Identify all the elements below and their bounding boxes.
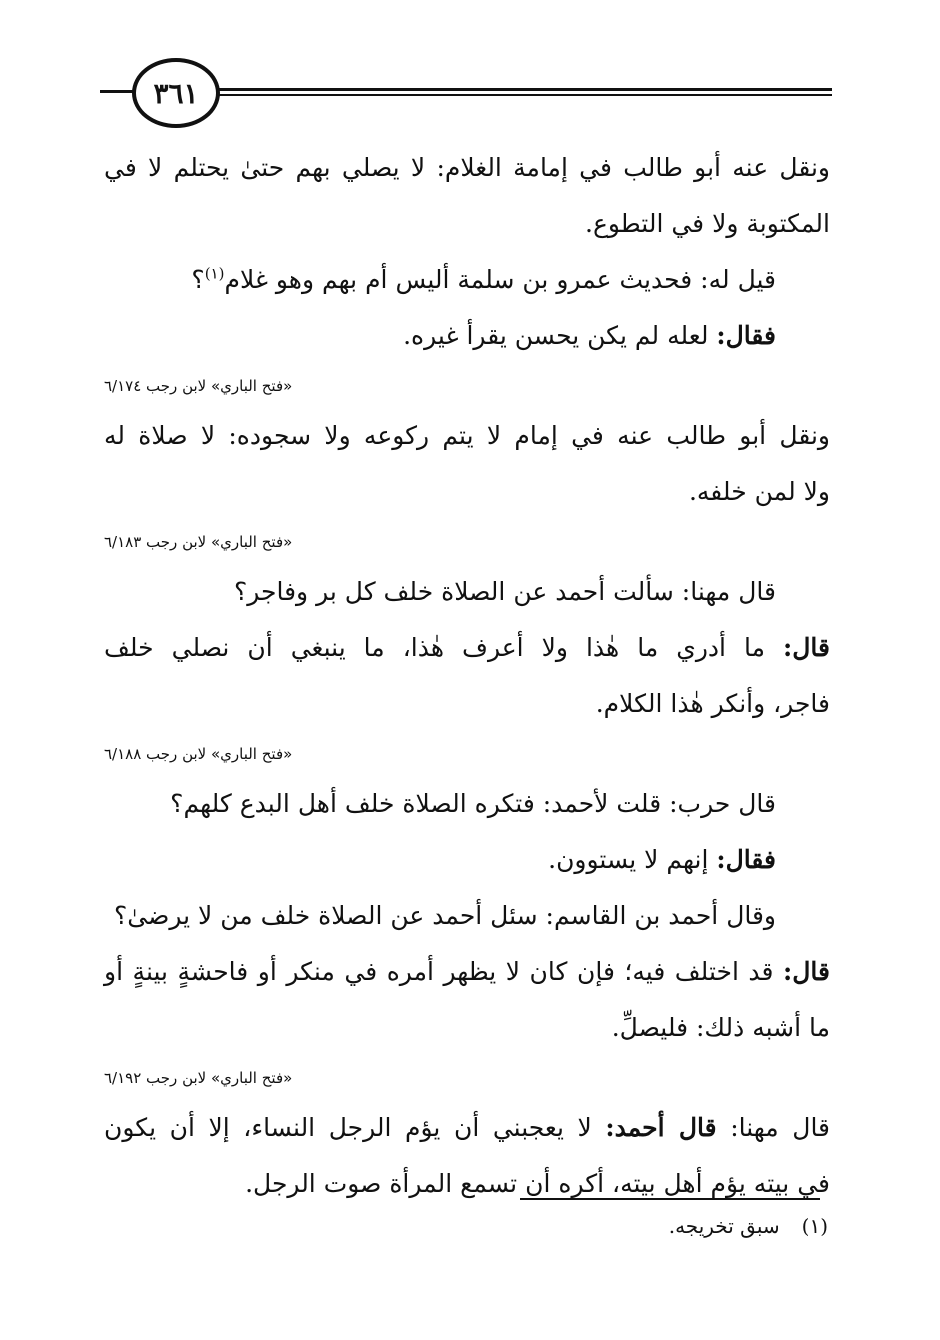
answer-line: [104, 308, 830, 364]
source-citation: «فتح الباري» لابن رجب ٦/١٨٨: [104, 745, 293, 763]
header-rule-thick: [210, 88, 832, 91]
question-line: قال حرب: قلت لأحمد: فتكره الصلاة خلف أهل البدع كلهم؟: [170, 789, 776, 818]
text-line: ونقل أبو طالب عنه في إمام لا يتم ركوعه ولا سجوده: لا صلاة له: [104, 421, 830, 450]
quote-text: لا يعجبني أن يؤم الرجل النساء، إلا أن يكون: [104, 1113, 606, 1142]
header-rule-left: [100, 90, 134, 93]
source-citation: «فتح الباري» لابن رجب ٦/١٩٢: [104, 1069, 293, 1087]
text-line: ولا لمن خلفه.: [688, 477, 830, 506]
text-line: فاجر، وأنكر هٰذا الكلام.: [595, 689, 830, 718]
header-rule-thin: [210, 94, 832, 96]
answer-line: [104, 944, 830, 1000]
text-line: المكتوبة ولا في التطوع.: [585, 209, 830, 238]
question-line: وقال أحمد بن القاسم: سئل أحمد عن الصلاة خلف من لا يرضىٰ؟: [114, 901, 776, 930]
text-line: ونقل عنه أبو طالب في إمامة الغلام: لا يصلي بهم حتىٰ يحتلم لا في: [104, 153, 830, 182]
text-line: [104, 1100, 830, 1156]
answer-label: فقال:: [716, 845, 776, 874]
source-citation: «فتح الباري» لابن رجب ٦/١٨٣: [104, 533, 293, 551]
text-line: في بيته يؤم أهل بيته، أكره أن تسمع المرأة صوت الرجل.: [245, 1169, 830, 1198]
footnote-number: (١): [801, 1214, 828, 1238]
speaker-label: قال أحمد:: [605, 1113, 717, 1142]
answer-text: إنهم لا يستوون.: [548, 845, 717, 874]
source-citation: «فتح الباري» لابن رجب ٦/١٧٤: [104, 377, 293, 395]
question-line: [104, 252, 830, 308]
page-header: [100, 48, 832, 140]
answer-line: [104, 832, 830, 888]
answer-text: ما أدري ما هٰذا ولا أعرف هٰذا، ما ينبغي أن نصلي خلف: [104, 633, 784, 662]
answer-text: لعله لم يكن يحسن يقرأ غيره.: [403, 321, 717, 350]
answer-label: فقال:: [716, 321, 776, 350]
footnote-separator: [520, 1198, 820, 1200]
page-body: [104, 140, 830, 1212]
question-line: قال مهنا: سألت أحمد عن الصلاة خلف كل بر وفاجر؟: [233, 577, 776, 606]
page-number-oval: [132, 58, 220, 128]
page-number: ٣٦١: [153, 76, 199, 110]
footnote: [669, 1214, 828, 1238]
text-line: ما أشبه ذلك: فليصلِّ.: [611, 1013, 830, 1042]
footnote-reference: (١): [204, 264, 225, 283]
footnote-text: سبق تخريجه.: [668, 1214, 780, 1238]
answer-text: قد اختلف فيه؛ فإن كان لا يظهر أمره في منكر أو فاحشةٍ بينةٍ أو: [104, 957, 784, 986]
answer-label: قال:: [783, 633, 830, 662]
answer-line: [104, 620, 830, 676]
question-mark: ؟: [191, 265, 205, 294]
answer-label: قال:: [783, 957, 830, 986]
speaker-prefix: قال مهنا:: [716, 1113, 831, 1142]
question-text: قيل له: فحديث عمرو بن سلمة أليس أم بهم وهو غلام: [224, 265, 776, 294]
